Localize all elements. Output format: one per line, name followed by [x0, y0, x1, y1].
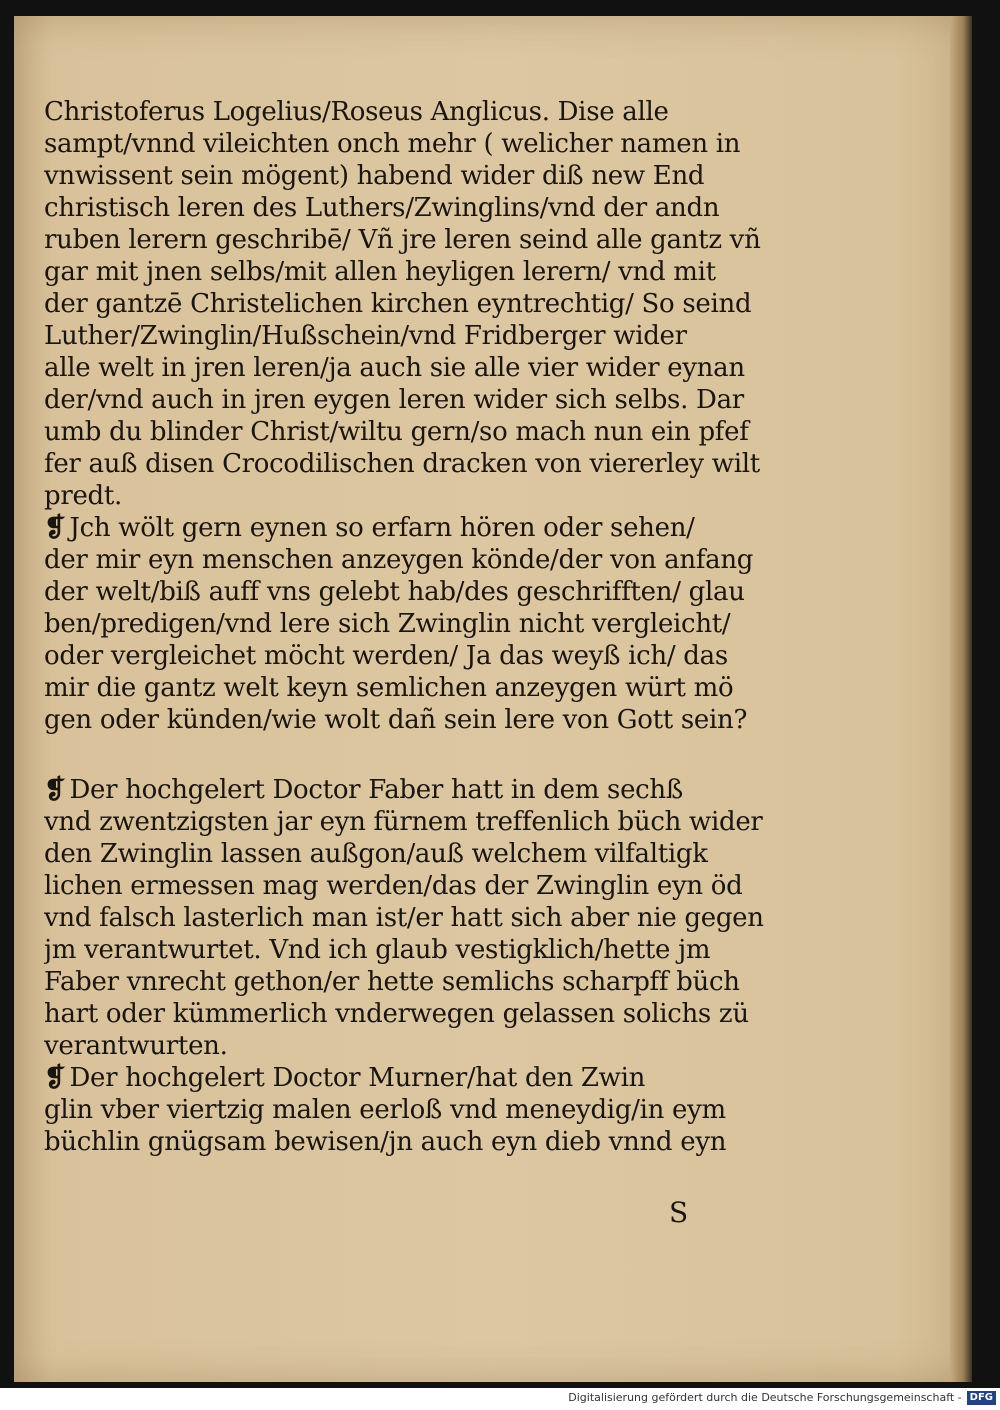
text-line: sampt/vnnd vileichten onch mehr ( welicher namen in	[44, 129, 741, 159]
text-line: Der hochgelert Doctor Murner/hat den Zwin	[69, 1063, 646, 1093]
paragraph-line	[44, 512, 764, 544]
text-line: Christoferus Logelius/Roseus Anglicus. Dise alle	[44, 97, 669, 127]
text-line: predt.	[44, 481, 123, 511]
text-line: der welt/biß auff vns gelebt hab/des geschrifften/ glau	[44, 577, 745, 607]
paragraph-line	[44, 1062, 764, 1094]
text-line: mir die gantz welt keyn semlichen anzeygen würt mö	[44, 673, 734, 703]
text-line: den Zwinglin lassen außgon/auß welchem vilfaltigk	[44, 839, 708, 869]
text-line: vnd falsch lasterlich man ist/er hatt sich aber nie gegen	[44, 903, 764, 933]
signature-mark: S	[669, 1196, 689, 1229]
text-line: Luther/Zwinglin/Hußschein/vnd Fridberger wider	[44, 321, 687, 351]
text-line: verantwurten.	[44, 1031, 228, 1061]
text-line: vnd zwentzigsten jar eyn fürnem treffenlich büch wider	[44, 807, 763, 837]
paragraph-mark: ❡	[44, 775, 66, 805]
text-line: der/vnd auch in jren eygen leren wider sich selbs. Dar	[44, 385, 744, 415]
paper-sheet	[14, 16, 972, 1382]
digitization-credit	[568, 1388, 996, 1408]
body-text	[44, 96, 764, 1158]
text-line: umb du blinder Christ/wiltu gern/so mach nun ein pfef	[44, 417, 749, 447]
page-edge	[950, 16, 972, 1382]
text-line: hart oder kümmerlich vnderwegen gelassen solichs zü	[44, 999, 749, 1029]
text-line: büchlin gnügsam bewisen/jn auch eyn dieb vnnd eyn	[44, 1127, 727, 1157]
text-line: oder vergleichet möcht werden/ Ja das weyß ich/ das	[44, 641, 728, 671]
paragraph-mark: ❡	[44, 1063, 66, 1093]
text-line: Der hochgelert Doctor Faber hatt in dem sechß	[69, 775, 683, 805]
text-line: der mir eyn menschen anzeygen könde/der von anfang	[44, 545, 754, 575]
paragraph-mark: ❡	[44, 513, 66, 543]
text-line: gen oder künden/wie wolt dañ sein lere von Gott sein?	[44, 705, 748, 735]
text-line: lichen ermessen mag werden/das der Zwinglin eyn öd	[44, 871, 743, 901]
text-line: vnwissent sein mögent) habend wider diß new End	[44, 161, 705, 191]
text-line: fer auß disen Crocodilischen dracken von viererley wilt	[44, 449, 760, 479]
text-line: ben/predigen/vnd lere sich Zwinglin nicht vergleicht/	[44, 609, 731, 639]
text-line: gar mit jnen selbs/mit allen heyligen lerern/ vnd mit	[44, 257, 716, 287]
dfg-logo: DFG	[967, 1391, 996, 1405]
text-line: alle welt in jren leren/ja auch sie alle vier wider eynan	[44, 353, 745, 383]
text-line: christisch leren des Luthers/Zwinglins/vnd der andn	[44, 193, 720, 223]
text-line: jm verantwurtet. Vnd ich glaub vestigklich/hette jm	[44, 935, 711, 965]
text-line: glin vber viertzig malen eerloß vnd meneydig/in eym	[44, 1095, 726, 1125]
paragraph-line	[44, 774, 764, 806]
text-line: Jch wölt gern eynen so erfarn hören oder sehen/	[69, 513, 695, 543]
text-line: der gantzē Christelichen kirchen eyntrechtig/ So seind	[44, 289, 752, 319]
paragraph-gap	[44, 736, 764, 774]
text-line: Faber vnrecht gethon/er hette semlichs scharpff büch	[44, 967, 740, 997]
credit-text: Digitalisierung gefördert durch die Deutsche Forschungsgemeinschaft -	[568, 1391, 962, 1404]
text-line: ruben lerern geschribē/ Vñ jre leren seind alle gantz vñ	[44, 225, 761, 255]
